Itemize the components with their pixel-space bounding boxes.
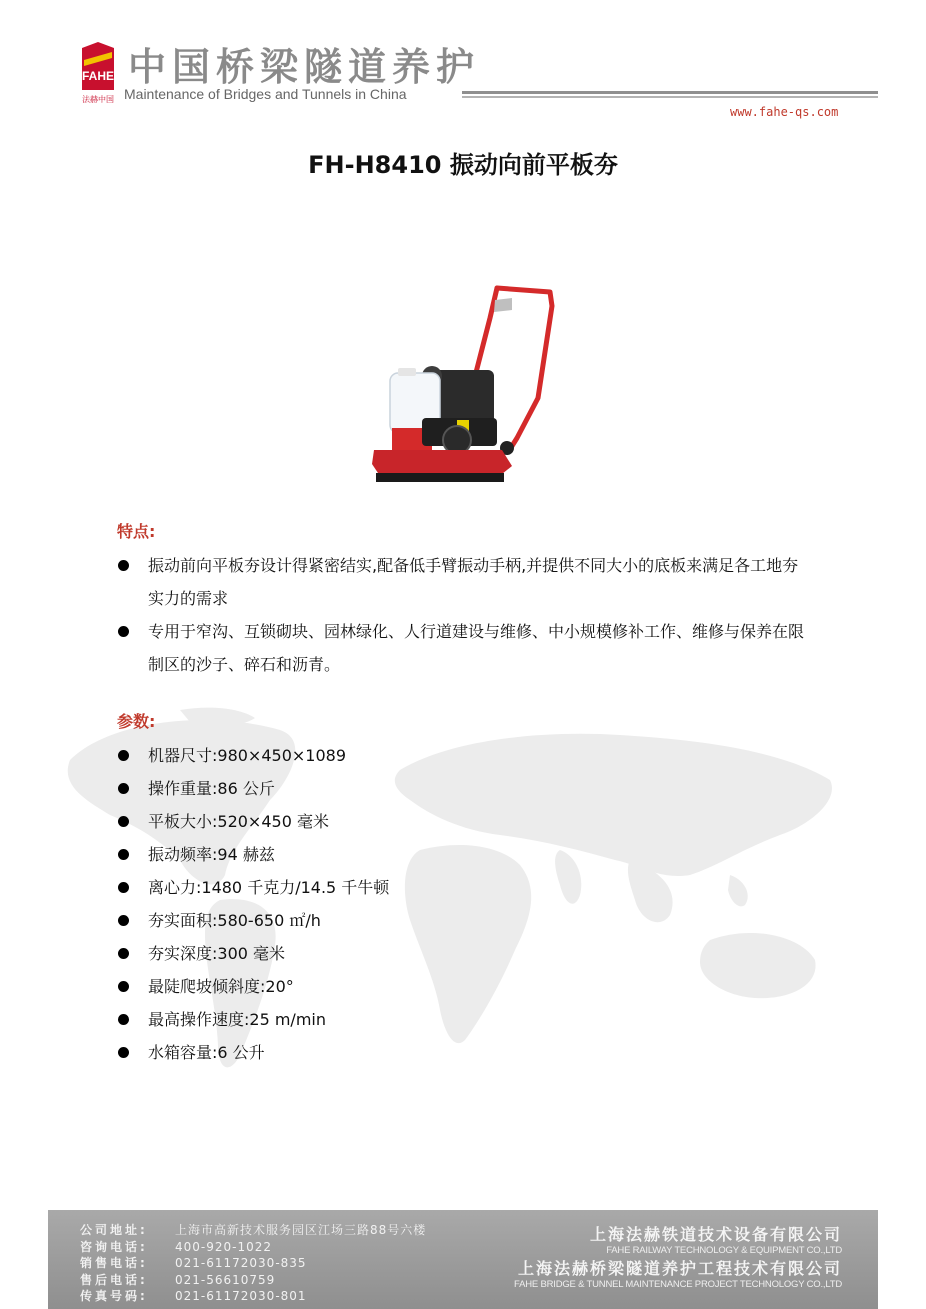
company-bridge-tunnel	[514, 1256, 842, 1290]
param-item: 离心力:1480 千克力/14.5 千牛顿	[116, 871, 389, 904]
param-item: 平板大小:520×450 毫米	[116, 805, 389, 838]
param-item: 夯实面积:580-650 ㎡/h	[116, 904, 389, 937]
features-label: 特点:	[117, 522, 156, 541]
contact-row	[80, 1222, 426, 1239]
contact-value: 021-56610759	[175, 1272, 276, 1287]
params-label: 参数:	[117, 712, 156, 731]
website-link[interactable]: www.fahe-qs.com	[730, 105, 839, 119]
param-item: 机器尺寸:980×450×1089	[116, 739, 389, 772]
contact-key: 传真号码:	[80, 1289, 148, 1303]
contact-value: 400-920-1022	[175, 1239, 273, 1254]
company-name-cn: 上海法赫铁道技术设备有限公司	[589, 1225, 842, 1244]
feature-item: 振动前向平板夯设计得紧密结实,配备低手臂振动手柄,并提供不同大小的底板来满足各工地夯实力的需求	[116, 549, 812, 615]
contact-value: 021-61172030-801	[175, 1289, 307, 1303]
params-list	[116, 739, 389, 1069]
company-name-en: FAHE BRIDGE & TUNNEL MAINTENANCE PROJECT TECHNOLOGY CO.,LTD	[514, 1279, 842, 1290]
features-list	[116, 549, 812, 681]
contact-value: 上海市高新技术服务园区江场三路88号六楼	[175, 1223, 427, 1237]
logo-text: FAHE	[81, 69, 115, 83]
param-item: 最陡爬坡倾斜度:20°	[116, 970, 389, 1003]
document-title: FH-H8410 振动向前平板夯	[308, 151, 618, 179]
contact-key: 公司地址:	[80, 1223, 148, 1237]
param-item: 振动频率:94 赫兹	[116, 838, 389, 871]
company-name-en: FAHE RAILWAY TECHNOLOGY & EQUIPMENT CO.,LTD	[606, 1245, 842, 1256]
param-item: 操作重量:86 公斤	[116, 772, 389, 805]
header-divider-thin	[462, 96, 878, 98]
plate-compactor-image	[362, 278, 558, 488]
contact-value: 021-61172030-835	[175, 1256, 307, 1270]
contact-row	[80, 1288, 426, 1305]
company-name-cn: 上海法赫桥梁隧道养护工程技术有限公司	[517, 1259, 842, 1278]
contact-row	[80, 1272, 426, 1289]
contact-key: 售后电话:	[80, 1272, 148, 1287]
param-item: 水箱容量:6 公升	[116, 1036, 389, 1069]
brand-title: 中国桥梁隧道养护	[128, 45, 481, 89]
fahe-logo	[76, 42, 120, 106]
param-item: 最高操作速度:25 m/min	[116, 1003, 389, 1036]
param-item: 夯实深度:300 毫米	[116, 937, 389, 970]
feature-item: 专用于窄沟、互锁砌块、园林绿化、人行道建设与维修、中小规模修补工作、维修与保养在限制区的沙子、碎石和沥青。	[116, 615, 812, 681]
logo-caption: 法赫中国	[82, 95, 114, 104]
contact-key: 销售电话:	[80, 1256, 148, 1270]
contact-row	[80, 1255, 426, 1272]
brand-subtitle: Maintenance of Bridges and Tunnels in China	[124, 86, 407, 102]
contact-block	[80, 1222, 426, 1305]
header-divider	[462, 91, 878, 94]
footer-bar	[48, 1210, 878, 1309]
contact-row	[80, 1239, 426, 1256]
contact-key: 咨询电话:	[80, 1239, 148, 1254]
company-railway	[590, 1222, 842, 1256]
